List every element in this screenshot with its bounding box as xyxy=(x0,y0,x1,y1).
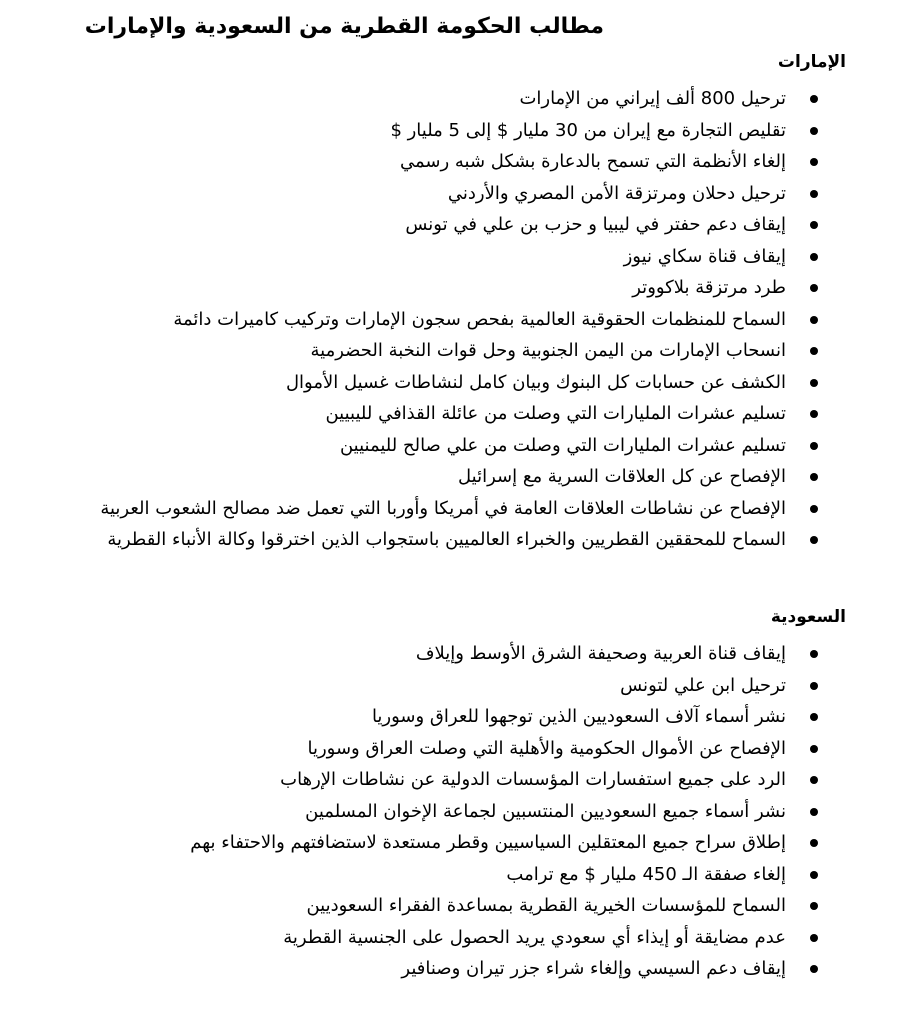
bullet-icon xyxy=(810,536,818,544)
bullet-icon xyxy=(810,776,818,784)
list-item: نشر أسماء آلاف السعوديين الذين توجهوا للعراق وسوريا xyxy=(190,701,818,733)
list-item: ترحيل 800 ألف إيراني من الإمارات xyxy=(100,83,818,115)
bullet-icon xyxy=(810,410,818,418)
bullet-icon xyxy=(810,871,818,879)
bullet-icon xyxy=(810,347,818,355)
bullet-icon xyxy=(810,316,818,324)
list-item: الإفصاح عن الأموال الحكومية والأهلية التي وصلت العراق وسوريا xyxy=(190,733,818,765)
bullet-icon xyxy=(810,682,818,690)
list-item: السماح للمحققين القطريين والخبراء العالميين باستجواب الذين اخترقوا وكالة الأنباء القطرية xyxy=(100,524,818,556)
bullet-icon xyxy=(810,505,818,513)
list-item: طرد مرتزقة بلاكووتر xyxy=(100,272,818,304)
uae-demands-list xyxy=(100,83,818,556)
list-item: الإفصاح عن كل العلاقات السرية مع إسرائيل xyxy=(100,461,818,493)
section-heading-saudi: السعودية xyxy=(770,607,846,627)
bullet-icon xyxy=(810,473,818,481)
list-item: ترحيل ابن علي لتونس xyxy=(190,670,818,702)
list-item: إطلاق سراح جميع المعتقلين السياسيين وقطر مستعدة لاستضافتهم والاحتفاء بهم xyxy=(190,827,818,859)
list-item: ترحيل دحلان ومرتزقة الأمن المصري والأردني xyxy=(100,178,818,210)
list-item: السماح للمنظمات الحقوقية العالمية بفحص سجون الإمارات وتركيب كاميرات دائمة xyxy=(100,304,818,336)
bullet-icon xyxy=(810,808,818,816)
bullet-icon xyxy=(810,965,818,973)
bullet-icon xyxy=(810,127,818,135)
bullet-icon xyxy=(810,158,818,166)
list-item: إلغاء صفقة الـ 450 مليار $ مع ترامب xyxy=(190,859,818,891)
bullet-icon xyxy=(810,442,818,450)
bullet-icon xyxy=(810,934,818,942)
list-item: الكشف عن حسابات كل البنوك وبيان كامل لنشاطات غسيل الأموال xyxy=(100,367,818,399)
bullet-icon xyxy=(810,379,818,387)
list-item: الإفصاح عن نشاطات العلاقات العامة في أمريكا وأوربا التي تعمل ضد مصالح الشعوب العربية xyxy=(100,493,818,525)
bullet-icon xyxy=(810,95,818,103)
list-item: نشر أسماء جميع السعوديين المنتسبين لجماعة الإخوان المسلمين xyxy=(190,796,818,828)
list-item: إيقاف قناة العربية وصحيفة الشرق الأوسط وإيلاف xyxy=(190,638,818,670)
list-item: انسحاب الإمارات من اليمن الجنوبية وحل قوات النخبة الحضرمية xyxy=(100,335,818,367)
list-item: تقليص التجارة مع إيران من 30 مليار $ إلى 5 مليار $ xyxy=(100,115,818,147)
list-item: تسليم عشرات المليارات التي وصلت من علي صالح لليمنيين xyxy=(100,430,818,462)
document-title: مطالب الحكومة القطرية من السعودية والإمارات xyxy=(84,14,604,39)
bullet-icon xyxy=(810,902,818,910)
list-item: إلغاء الأنظمة التي تسمح بالدعارة بشكل شبه رسمي xyxy=(100,146,818,178)
list-item: إيقاف دعم حفتر في ليبيا و حزب بن علي في تونس xyxy=(100,209,818,241)
bullet-icon xyxy=(810,745,818,753)
bullet-icon xyxy=(810,713,818,721)
bullet-icon xyxy=(810,253,818,261)
bullet-icon xyxy=(810,650,818,658)
list-item: السماح للمؤسسات الخيرية القطرية بمساعدة الفقراء السعوديين xyxy=(190,890,818,922)
bullet-icon xyxy=(810,190,818,198)
saudi-demands-list xyxy=(190,638,818,985)
bullet-icon xyxy=(810,839,818,847)
bullet-icon xyxy=(810,284,818,292)
section-heading-uae: الإمارات xyxy=(777,52,846,72)
list-item: تسليم عشرات المليارات التي وصلت من عائلة القذافي لليبيين xyxy=(100,398,818,430)
list-item: إيقاف قناة سكاي نيوز xyxy=(100,241,818,273)
bullet-icon xyxy=(810,221,818,229)
list-item: إيقاف دعم السيسي وإلغاء شراء جزر تيران وصنافير xyxy=(190,953,818,985)
list-item: الرد على جميع استفسارات المؤسسات الدولية عن نشاطات الإرهاب xyxy=(190,764,818,796)
list-item: عدم مضايقة أو إيذاء أي سعودي يريد الحصول على الجنسية القطرية xyxy=(190,922,818,954)
